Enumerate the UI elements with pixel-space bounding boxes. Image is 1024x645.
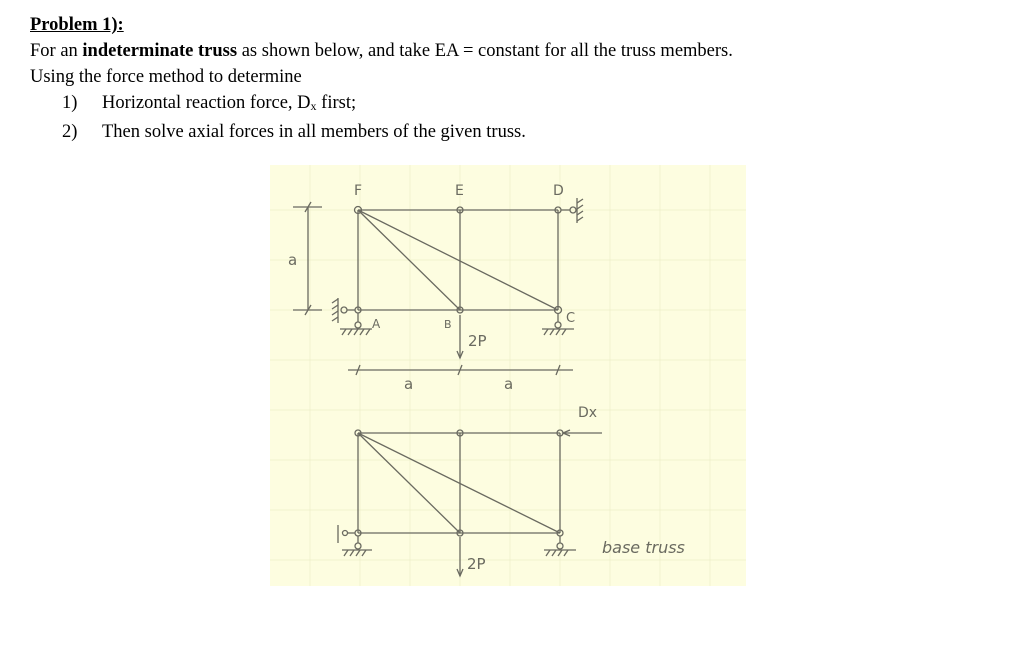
step-number: 1) xyxy=(62,93,78,113)
base-load-label: 2P xyxy=(467,555,486,573)
problem-title: Problem 1): xyxy=(30,15,124,35)
node-label-e: E xyxy=(455,183,464,199)
intro-suffix: as shown below, and take EA = constant for all the truss members. xyxy=(237,41,733,61)
step-text: Then solve axial forces in all members of the given truss. xyxy=(102,122,526,142)
redundant-label: Dx xyxy=(578,405,598,421)
intro-prefix: For an xyxy=(30,41,83,61)
truss-drawing xyxy=(270,165,746,586)
span-dim-label-1: a xyxy=(404,375,414,393)
method-line: Using the force method to determine xyxy=(30,67,302,87)
node-label-a: A xyxy=(372,317,381,331)
node-label-c: C xyxy=(566,311,576,326)
height-dim-label: a xyxy=(288,251,298,269)
base-truss-caption: base truss xyxy=(602,538,685,557)
subscript: x xyxy=(310,99,317,113)
problem-intro xyxy=(30,38,733,64)
step-text: Horizontal reaction force, D xyxy=(102,93,311,113)
problem-statement xyxy=(30,12,733,145)
span-dim-label-2: a xyxy=(504,375,514,393)
top-truss xyxy=(293,198,583,375)
node-label-f: F xyxy=(354,183,363,199)
step-1 xyxy=(30,90,733,119)
step-2 xyxy=(30,119,733,145)
steps-list xyxy=(30,90,733,145)
node-label-d: D xyxy=(553,183,564,199)
intro-bold: indeterminate truss xyxy=(82,41,238,61)
step-text-after: first; xyxy=(316,93,357,113)
step-number: 2) xyxy=(62,122,78,142)
node-label-b: B xyxy=(444,318,452,331)
truss-figure xyxy=(270,165,746,586)
load-label: 2P xyxy=(468,332,487,350)
